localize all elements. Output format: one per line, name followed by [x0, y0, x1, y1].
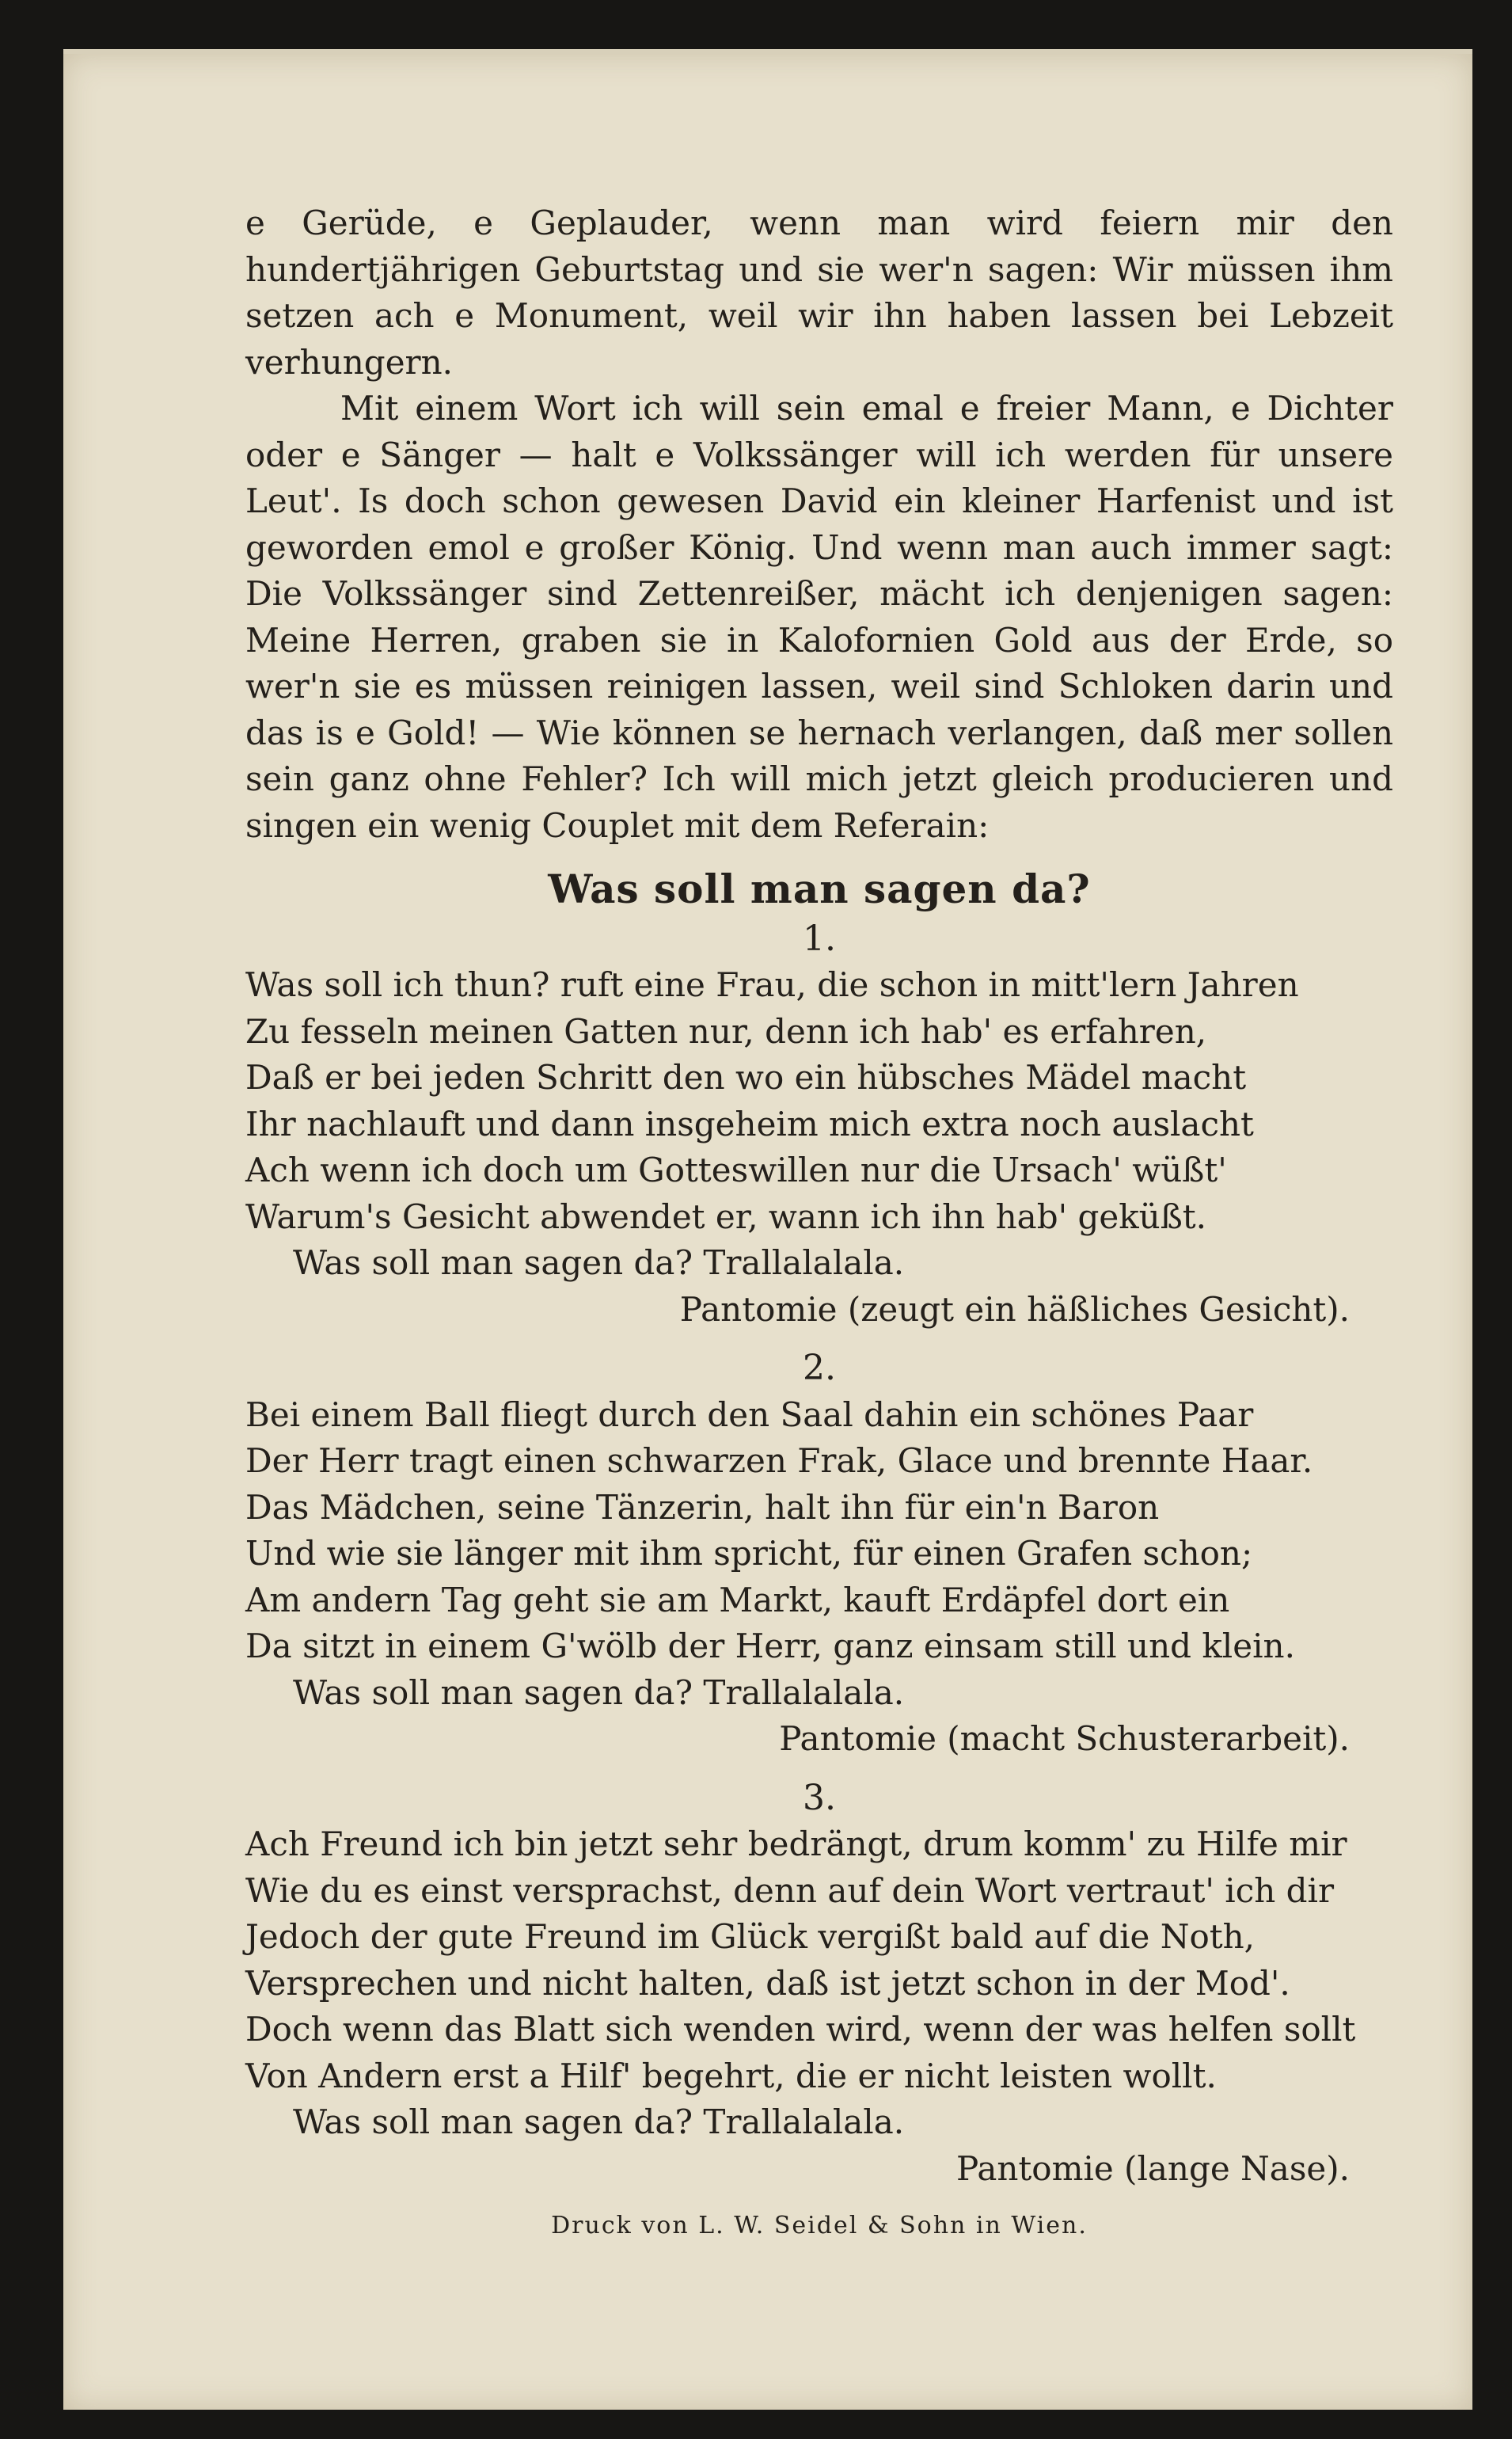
- verse-line: Warum's Gesicht abwendet er, wann ich ihn hab' geküßt.: [245, 1197, 1207, 1236]
- verse-line: Ach wenn ich doch um Gotteswillen nur die Ursach' wüßt': [245, 1151, 1227, 1189]
- verse-line: Daß er bei jeden Schritt den wo ein hübsches Mädel macht: [245, 1058, 1247, 1097]
- refrain-line: Was soll man sagen da? Trallalalala.: [293, 2102, 905, 2141]
- verse-line: Von Andern erst a Hilf' begehrt, die er nicht leisten wollt.: [245, 2056, 1217, 2095]
- verse-line: Bei einem Ball fliegt durch den Saal dahin ein schönes Paar: [245, 1395, 1254, 1434]
- song-title: Was soll man sagen da?: [548, 866, 1091, 912]
- pantomime-note: Pantomie (macht Schusterarbeit).: [779, 1719, 1350, 1758]
- printed-page: [63, 49, 1472, 2410]
- verse-line: Der Herr tragt einen schwarzen Frak, Glace und brennte Haar.: [245, 1441, 1313, 1480]
- verse-line: Zu fesseln meinen Gatten nur, denn ich hab' es erfahren,: [245, 1011, 1207, 1051]
- verse-line: Das Mädchen, seine Tänzerin, halt ihn für ein'n Baron: [245, 1487, 1160, 1527]
- stanza-number: 3.: [803, 1777, 836, 1818]
- printer-imprint: Druck von L. W. Seidel & Sohn in Wien.: [551, 2212, 1088, 2239]
- verse-line: Und wie sie länger mit ihm spricht, für einen Grafen schon;: [245, 1534, 1253, 1573]
- verse-line: Jedoch der gute Freund im Glück vergißt bald auf die Noth,: [245, 1917, 1256, 1956]
- verse-line: Da sitzt in einem G'wölb der Herr, ganz einsam still und klein.: [245, 1627, 1295, 1665]
- pantomime-note: Pantomie (lange Nase).: [955, 2148, 1350, 2188]
- verse-line: Ihr nachlauft und dann insgeheim mich extra noch auslacht: [245, 1104, 1254, 1143]
- stanza-number: 2.: [803, 1348, 836, 1388]
- prose-paragraph: e Gerüde, e Geplauder, wenn man wird feiern mir den hundertjährigen Geburtstag und sie wer'n sagen: Wir müssen ihm setzen ach e Monument, weil wir ihn haben lassen bei Lebzeit verhungern.: [245, 204, 1393, 382]
- stanza-number: 1.: [803, 918, 836, 959]
- stanza-2: [245, 1345, 1393, 1763]
- verse-line: Versprechen und nicht halten, daß ist jetzt schon in der Mod'.: [245, 1963, 1290, 2003]
- prose-paragraph: Mit einem Wort ich will sein emal e freier Mann, e Dichter oder e Sänger — halt e Volkssänger will ich werden für unsere Leut'. Is doch schon gewesen David ein kleiner Harfenist und ist geworden emol e großer König. Und wenn man auch immer sagt: Die Volkssänger sind Zettenreißer, mächt ich denjenigen sagen: Meine Herren, graben sie in Kalofornien Gold aus der Erde, so wer'n sie es müssen reinigen lassen, weil sind Schloken darin und das is e Gold! — Wie können se hernach verlangen, daß mer sollen sein ganz ohne Fehler? Ich will mich jetzt gleich producieren und singen ein wenig Couplet mit dem Referain:: [245, 389, 1393, 845]
- pantomime-note: Pantomie (zeugt ein häßliches Gesicht).: [679, 1289, 1350, 1329]
- verse-line: Ach Freund ich bin jetzt sehr bedrängt, drum komm' zu Hilfe mir: [245, 1824, 1347, 1863]
- prose-section: [245, 200, 1393, 849]
- verse-line: Doch wenn das Blatt sich wenden wird, wenn der was helfen sollt: [245, 2010, 1356, 2049]
- refrain-line: Was soll man sagen da? Trallalalala.: [293, 1243, 905, 1282]
- stanza-1: [245, 916, 1393, 1334]
- stanza-3: [245, 1775, 1393, 2193]
- verse-line: Wie du es einst versprachst, denn auf dein Wort vertraut' ich dir: [245, 1870, 1335, 1910]
- page-text-block: [245, 200, 1393, 2250]
- verse-line: Was soll ich thun? ruft eine Frau, die schon in mitt'lern Jahren: [245, 965, 1299, 1004]
- verse-line: Am andern Tag geht sie am Markt, kauft Erdäpfel dort ein: [245, 1580, 1230, 1619]
- refrain-line: Was soll man sagen da? Trallalalala.: [293, 1672, 905, 1712]
